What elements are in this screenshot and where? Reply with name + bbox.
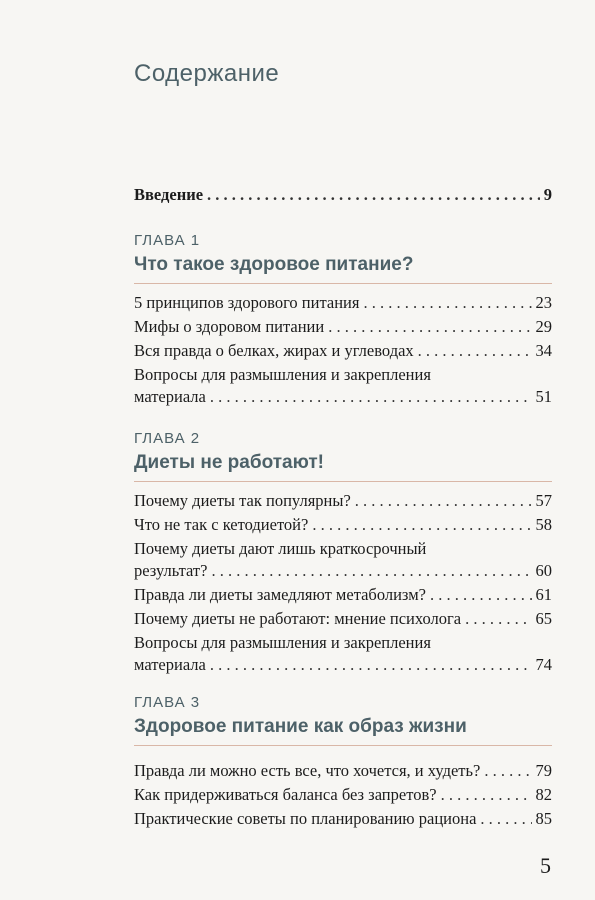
toc-entry-page: 23 — [535, 293, 552, 312]
dot-leader — [465, 608, 531, 630]
toc-entry-label: материала — [134, 655, 206, 674]
toc-entry-page: 79 — [535, 761, 552, 780]
chapter-3-divider — [134, 745, 552, 746]
toc-entry-page: 60 — [535, 561, 552, 580]
dot-leader — [328, 316, 531, 338]
toc-entry-page: 57 — [535, 491, 552, 510]
toc-entry-label: результат? — [134, 561, 208, 580]
toc-entry-label: Почему диеты не работают: мнение психолога — [134, 609, 462, 628]
toc-entry[interactable] — [134, 760, 552, 782]
toc-entry[interactable] — [134, 386, 552, 408]
toc-entry[interactable] — [134, 340, 552, 362]
toc-entry-label: Почему диеты так популярны? — [134, 491, 351, 510]
toc-entry-label: Практические советы по планированию рациона — [134, 809, 477, 828]
toc-entry-label: материала — [134, 387, 206, 406]
dot-leader — [210, 654, 532, 676]
toc-entry-page: 34 — [535, 341, 552, 360]
toc-entry-label-line1[interactable]: Вопросы для размышления и закрепления — [134, 633, 431, 652]
toc-entry[interactable] — [134, 784, 552, 806]
toc-entry[interactable] — [134, 584, 552, 606]
toc-entry-label: Вся правда о белках, жирах и углеводах — [134, 341, 414, 360]
toc-entry-label-line1[interactable]: Вопросы для размышления и закрепления — [134, 365, 431, 384]
toc-entry-label: Правда ли диеты замедляют метаболизм? — [134, 585, 426, 604]
toc-entry-page: 85 — [535, 809, 552, 828]
toc-entry-label: Мифы о здоровом питании — [134, 317, 325, 336]
toc-entry-label: Правда ли можно есть все, что хочется, и худеть? — [134, 761, 481, 780]
chapter-2-title[interactable]: Диеты не работают! — [134, 452, 324, 473]
toc-entry-page: 58 — [535, 515, 552, 534]
dot-leader — [211, 560, 531, 582]
toc-entry-page: 9 — [543, 185, 552, 204]
dot-leader — [207, 184, 540, 206]
dot-leader — [441, 784, 532, 806]
dot-leader — [480, 808, 531, 830]
chapter-1-label: ГЛАВА 1 — [134, 232, 201, 249]
dot-leader — [312, 514, 531, 536]
dot-leader — [418, 340, 532, 362]
toc-entry[interactable] — [134, 490, 552, 512]
toc-entry-page: 65 — [535, 609, 552, 628]
chapter-3-label: ГЛАВА 3 — [134, 694, 201, 711]
chapter-2-divider — [134, 481, 552, 482]
chapter-1-divider — [134, 283, 552, 284]
toc-entry[interactable] — [134, 608, 552, 630]
toc-entry-introduction[interactable] — [134, 184, 552, 206]
dot-leader — [484, 760, 531, 782]
toc-entry[interactable] — [134, 514, 552, 536]
toc-entry-page: 29 — [535, 317, 552, 336]
page-number: 5 — [540, 853, 551, 878]
chapter-2-label: ГЛАВА 2 — [134, 430, 201, 447]
toc-entry-page: 82 — [535, 785, 552, 804]
toc-entry-page: 61 — [535, 585, 552, 604]
toc-entry-page: 74 — [535, 655, 552, 674]
toc-entry[interactable] — [134, 316, 552, 338]
page-title: Содержание — [134, 60, 280, 87]
toc-entry-label: 5 принципов здорового питания — [134, 293, 360, 312]
toc-entry-label: Введение — [134, 185, 204, 204]
dot-leader — [210, 386, 532, 408]
chapter-3-title[interactable]: Здоровое питание как образ жизни — [134, 716, 467, 737]
toc-entry[interactable] — [134, 292, 552, 314]
toc-entry[interactable] — [134, 808, 552, 830]
toc-entry[interactable] — [134, 654, 552, 676]
toc-entry[interactable] — [134, 560, 552, 582]
toc-entry-label: Как придерживаться баланса без запретов? — [134, 785, 437, 804]
toc-entry-page: 51 — [535, 387, 552, 406]
dot-leader — [355, 490, 532, 512]
toc-entry-label: Что не так с кетодиетой? — [134, 515, 309, 534]
chapter-1-title[interactable]: Что такое здоровое питание? — [134, 254, 414, 275]
dot-leader — [430, 584, 532, 606]
dot-leader — [363, 292, 531, 314]
toc-entry-label-line1[interactable]: Почему диеты дают лишь краткосрочный — [134, 539, 427, 558]
